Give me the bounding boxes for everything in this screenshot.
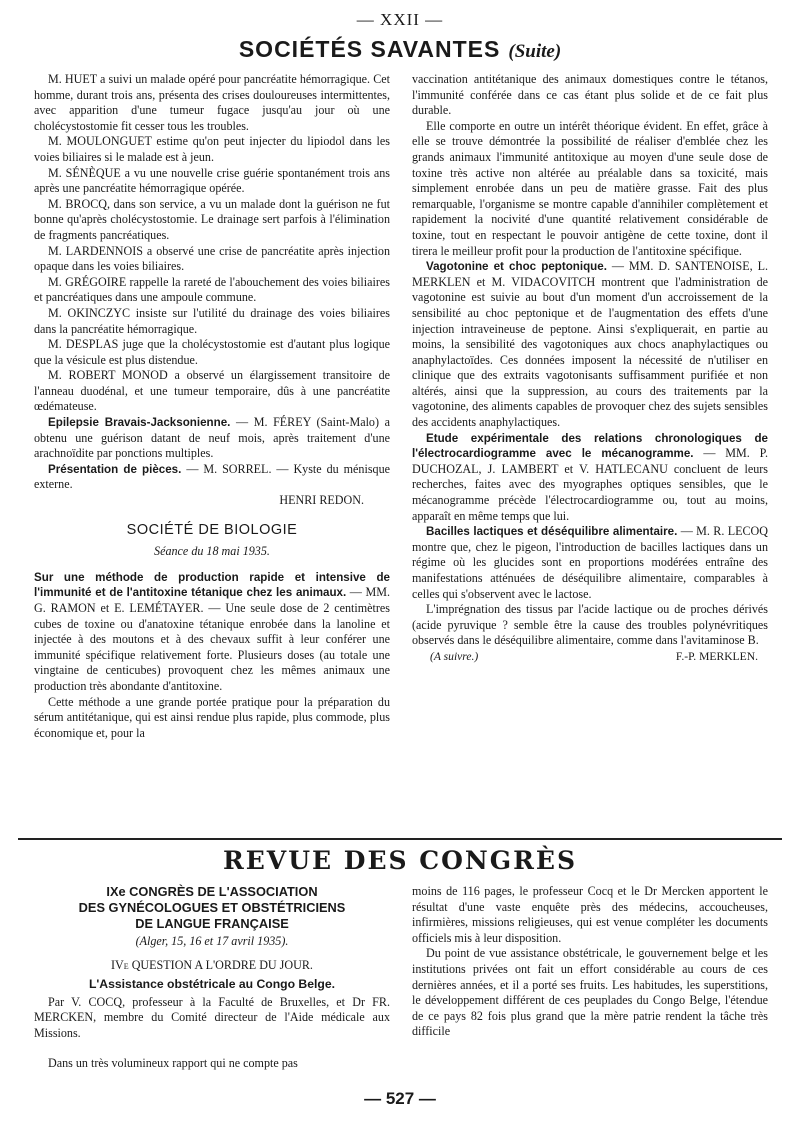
paragraph: Elle comporte en outre un intérêt théorique évident. En effet, grâce à elle se trouve démontrée la possibilité de réaliser d'emblée chez les grands animaux l'immunité antitoxique au moyen d'une seule dose de toxine très active non altérée au préalable dans sa toxicité, mais simplement enrobée dans un peu de matière grasse. Fait des plus remarquable, l'organisme se montre capable d'annihiler complètement et rapidement la nocivité d'une quantité relativement considérable de toxine, tout en respectant le pouvoir antigène de cette toxine, dont il tirera le meilleur profit pour la production de l'antitoxine spécifique. bbox=[412, 118, 768, 258]
paragraph-heading: Etude expérimentale des relations chronologiques de l'électrocardiogramme avec le mécanogramme. bbox=[412, 431, 768, 461]
section-title-suite: (Suite) bbox=[508, 41, 562, 62]
paragraph-heading: Bacilles lactiques et déséquilibre alimentaire. bbox=[426, 525, 678, 539]
page-number: — 527 — bbox=[364, 1089, 436, 1108]
biologie-heading: SOCIÉTÉ DE BIOLOGIE bbox=[126, 521, 298, 538]
paragraph-heading: Présentation de pièces. bbox=[48, 462, 182, 476]
congres-title: REVUE DES CONGRÈS bbox=[222, 846, 578, 875]
section-title-main: SOCIÉTÉS SAVANTES bbox=[238, 36, 501, 62]
paragraph-text: — M. SORREL. — Kyste du ménisque externe. bbox=[34, 461, 390, 492]
paragraph-text: — MM. G. RAMON et E. LEMÉTAYER. — Une seule dose de 2 centimètres cubes de toxine ou d'anatoxine tétanique enrobée dans la lanoline et injectée à des moutons et à des chevaux suffit à leur conférer une immunité spécifique relativement forte. Plusieurs doses (au totale une vingtaine de centicubes) provoquent chez les mêmes animaux une production très abondante d'antitoxine. bbox=[34, 585, 390, 693]
paragraph: M. BROCQ, dans son service, a vu un malade dont la guérison ne fut bonne qu'après cholécystostomie. Le drainage sert parfois à l'élimination de fragments pancréatiques. bbox=[34, 196, 390, 242]
paragraph: L'imprégnation des tissus par l'acide lactique ou de proches dérivés (acide pyruvique ? semble être la cause des troubles polynévritiques observés dans le déséquilibre alimentaire, comme dans l'avitaminose B. bbox=[412, 602, 768, 648]
paragraph-text: — M. R. LECOQ montre que, chez le pigeon, l'introduction de bacilles lactiques dans un régime où les glucides sont en proportions modérées entraîne des manifestations atténuées de déséquilibre alimentaire, comparables à celles qui s'observent avec le lactose. bbox=[412, 524, 769, 601]
right-column-bottom bbox=[412, 884, 768, 1040]
congress-heading-line: DE LANGUE FRANÇAISE bbox=[135, 916, 289, 931]
paragraph: moins de 116 pages, le professeur Cocq et le Dr Mercken apportent le résultat d'une vaste enquête près des médecins, accoucheuses, infirmières, missions religieuses, qui est venue compléter les documents officiels mis à leur disposition. bbox=[412, 884, 768, 945]
signature-line bbox=[412, 649, 768, 665]
paragraph bbox=[34, 570, 390, 695]
paragraph: vaccination antitétanique des animaux domestiques contre le tétanos, l'immunité conférée dans ce cas étant plus solide et de ce fait plus durable. bbox=[412, 72, 768, 118]
paragraph: M. LARDENNOIS a observé une crise de pancréatite après injection opaque dans les voies biliaires. bbox=[34, 243, 390, 274]
paragraph-heading: Epilepsie Bravais-Jacksonienne. bbox=[48, 416, 231, 430]
paragraph: M. SÉNÈQUE a vu une nouvelle crise guérie spontanément trois ans après une pancréatite hémorragique opérée. bbox=[34, 165, 390, 196]
paragraph bbox=[34, 462, 390, 493]
congress-heading-line: IXe CONGRÈS DE L'ASSOCIATION bbox=[106, 884, 318, 899]
left-column-top bbox=[34, 72, 390, 741]
paragraph-text: — MM. D. SANTENOISE, L. MERKLEN et M. VIDACOVITCH montrent que l'administration de vagotonine est suivie au bout d'un moment d'un accroissement de la sensibilité au choc peptonique et de l'augmentation des effets d'une injection intraveineuse de peptone. Ainsi s'expliquerait, en partie au moins, la sensibilité des vagotoniques aux chocs anaphylactiques ou anaphylactoïdes. Ces données imposent la nécessité de n'utiliser en clinique que des extraits vagotonisants suffisamment purifiée et non altérés, ainsi que la suppression, au cours des traitements par la vagotonine, des aliments capables de provoquer chez des sujets sensibles des accidents anaphylactiques. bbox=[412, 259, 768, 430]
paragraph: Cette méthode a une grande portée pratique pour la préparation du sérum antitétanique, qui est ainsi rendue plus rapide, plus commode, plus économique et, pour la bbox=[34, 694, 390, 740]
paragraph: Du point de vue assistance obstétricale, le gouvernement belge et les institutions privées ont fait un effort considérable au cours de ces dernières années, et il a porté ses fruits. Les habitudes, les superstitions, le développement différent de ces peuplades du Congo Belge, l'étendue de ce pays 82 fois plus grand que la mère patrie rendent la tâche très difficile bbox=[412, 946, 768, 1039]
paragraph-text: — MM. P. DUCHOZAL, J. LAMBERT et V. HATLECANU concluent de leurs recherches, faites avec des myographes optiques sensibles, que le mécanogramme précède l'électrocardiogramme ou, tout au moins, apparaît en même temps que lui. bbox=[412, 446, 768, 523]
paragraph: M. MOULONGUET estime qu'on peut injecter du lipiodol dans les voies biliaires si le malade est à jeun. bbox=[34, 134, 390, 164]
section-title bbox=[0, 36, 800, 63]
to-be-continued: (A suivre.) bbox=[430, 649, 479, 663]
author-signature: HENRI REDON. bbox=[279, 493, 364, 508]
paragraph: Dans un très volumineux rapport qui ne compte pas bbox=[48, 1055, 298, 1070]
congress-heading-line: DES GYNÉCOLOGUES ET OBSTÉTRICIENS bbox=[78, 900, 346, 915]
paragraph-heading: Vagotonine et choc peptonique. bbox=[426, 260, 607, 274]
question-heading: IVe QUESTION A L'ORDRE DU JOUR. bbox=[111, 957, 313, 972]
paragraph-heading: Sur une méthode de production rapide et intensive de l'immunité et de l'antitoxine tétanique chez les animaux. bbox=[34, 570, 390, 600]
report-authors: Par V. COCQ, professeur à la Faculté de Bruxelles, et Dr FR. MERCKEN, membre du Comité directeur de l'Aide médicale aux Missions. bbox=[34, 994, 390, 1040]
paragraph bbox=[34, 415, 390, 462]
seance-date: Séance du 18 mai 1935. bbox=[154, 544, 270, 559]
paragraph: M. GRÉGOIRE rappelle la rareté de l'abouchement des voies biliaires et pancréatiques dans une ampoule commune. bbox=[34, 274, 390, 305]
right-column-top bbox=[412, 72, 768, 665]
paragraph bbox=[412, 431, 768, 525]
left-column-bottom bbox=[34, 884, 390, 1071]
paragraph bbox=[412, 259, 768, 431]
paragraph: M. OKINCZYC insiste sur l'utilité du drainage des voies biliaires dans la pancréatite hémorragique. bbox=[34, 305, 390, 336]
paragraph-text: — M. FÉREY (Saint-Malo) a obtenu une guérison datant de neuf mois, après traitement d'une arachnoïdite par ponctions multiples. bbox=[34, 415, 390, 461]
section-divider bbox=[18, 838, 782, 840]
page-roman-numeral: — XXII — bbox=[356, 10, 444, 29]
congress-place-date: (Alger, 15, 16 et 17 avril 1935). bbox=[135, 934, 289, 948]
author-signature: F.-P. MERKLEN. bbox=[675, 649, 758, 663]
report-subject: L'Assistance obstétricale au Congo Belge. bbox=[88, 977, 336, 992]
paragraph bbox=[412, 524, 768, 602]
paragraph: M. HUET a suivi un malade opéré pour pancréatite hémorragique. Cet homme, durant trois ans, présenta des crises douloureuses intermittentes, avec apparition d'une tumeur fugace jusqu'au jour où une cholécystostomie fit cesser tous les troubles. bbox=[34, 72, 390, 133]
paragraph: M. DESPLAS juge que la cholécystostomie est d'autant plus logique que la vésicule est plus distendue. bbox=[34, 337, 390, 367]
paragraph: M. ROBERT MONOD a observé un élargissement transitoire de l'anneau duodénal, et une tumeur temporaire, dûs à une pancréatite œdémateuse. bbox=[34, 368, 390, 414]
